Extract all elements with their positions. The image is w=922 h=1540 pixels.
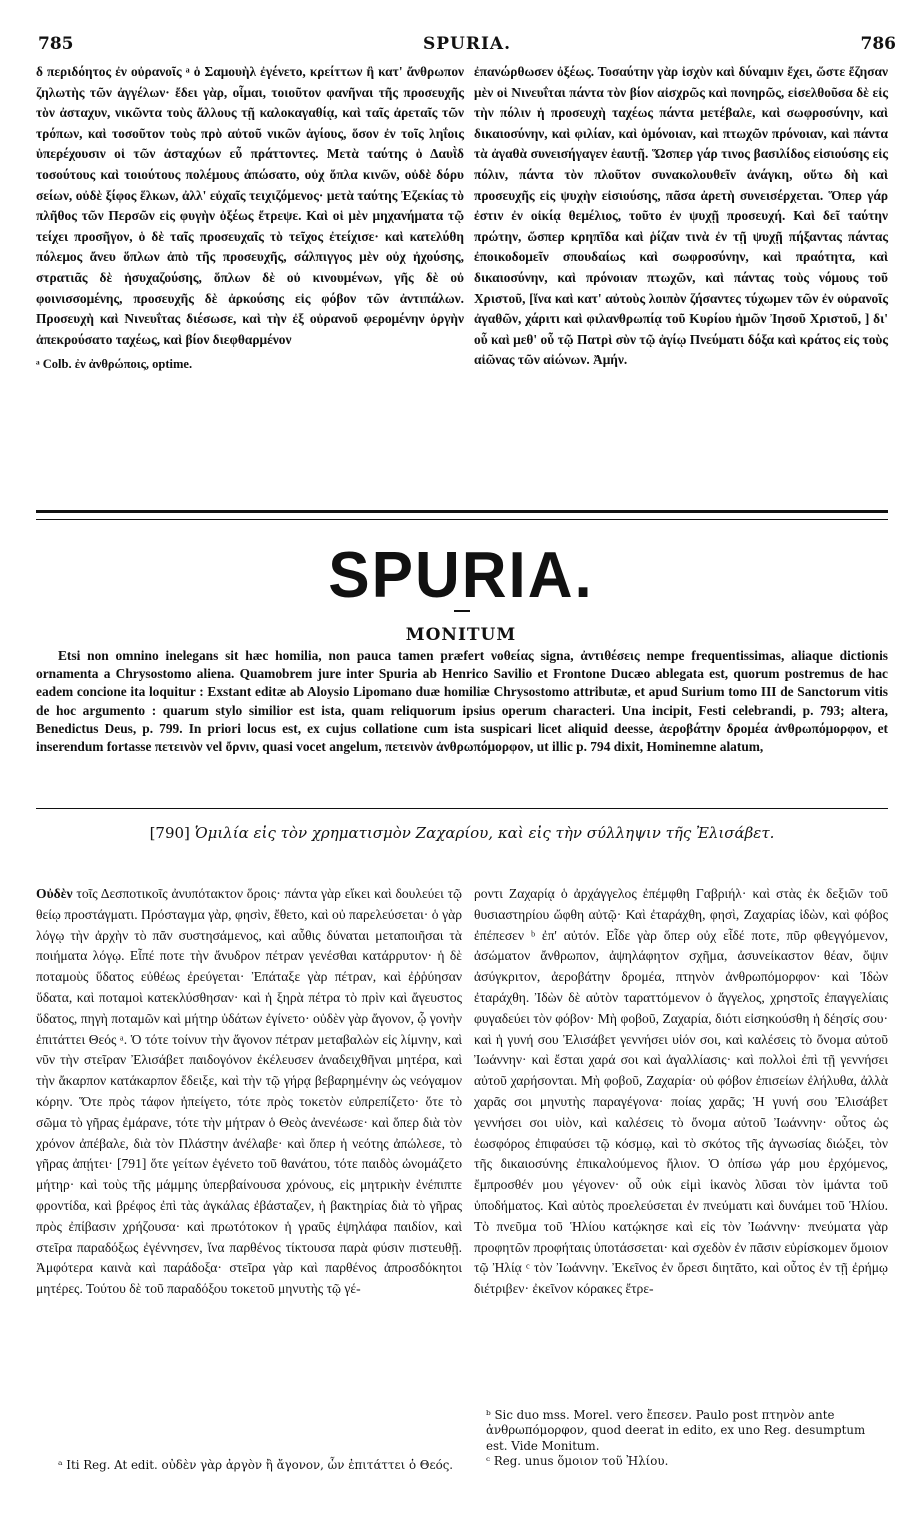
- section-divider: [36, 510, 888, 520]
- bottom-left-column: [36, 884, 462, 1300]
- page-number-left: 785: [38, 34, 74, 54]
- homily-title-text: Ὁμιλία εἰς τὸν χρηματισμὸν Ζαχαρίου, καὶ εἰς τὴν σύλληψιν τῆς Ἐλισάβετ.: [194, 824, 775, 842]
- running-header: [38, 34, 896, 58]
- monitum-paragraph: Etsi non omnino inelegans sit hæc homilia, non pauca tamen præfert νοθείας signa, ἀντιθέσεις nempe frequentissimas, aliaque dictionis ornamenta a Chrysostomo aliena. Quamobrem jure inter Spuria ab Henrico Savilio et Frontone Ducæo ablegata est, quorum postremus de hac eadem concione ita loquitur : Exstant editæ ab Aloysio Lipomano duæ homiliæ Chrysostomo attributæ, et apud Surium tomo III de Sanctorum vitis de hoc argumento : quarum stylo similior est ista, quam reliquorum ipsius operum characteri. Una incipit, Festi celebrandi, p. 793; altera, Benedictus Deus, p. 799. In priori locus est, ex cujus collatione cum ista suspicari licet aliquid deesse, ἀεροβάτην δρομέα ἀνθρωπόμορφον, et inserendum fortasse πετεινὸν vel ὄρνιν, quasi vocet angelum, πετεινὸν ἀνθρωπόμορφον, ut illic p. 794 dixit, Hominemne alatum,: [36, 648, 888, 755]
- bottom-left-paragraph: [36, 884, 462, 1300]
- top-right-column: [474, 62, 888, 371]
- top-left-column: [36, 62, 464, 375]
- top-left-paragraph: δ περιδόητος ἐν οὐρανοῖς ᵃ ὁ Σαμουὴλ ἐγένετο, κρείττων ἢ κατ' ἄνθρωπον ζηλωτὴς τῶν ἀγγέλων· ἔδει γὰρ, οἶμαι, τοιοῦτον φανῆναι τῆς προσευχῆς τὸν ἀσταχυν, νικῶντα τοὺς ἄλλους τῇ καλοκαγαθίᾳ, καὶ ταῖς ἀρεταῖς τῶν τρόπων, καὶ τοσοῦτον τοὺς πρὸ αὐτοῦ νικῶν ἁγίους, ὅσον ἐν τοῖς ληΐοις ὑπερέχουσιν οἱ τῶν ἀσταχύων εὖ πράττοντες. Μετὰ ταύτης ὁ Δαυῒδ τοσούτους καὶ τοιούτους πολέμους ἀπώσατο, οὐχ ὅπλα κινῶν, οὐδὲ δόρυ σείων, οὐδὲ ξίφος ἕλκων, ἀλλ' εὐχαῖς τειχιζόμενος· μετὰ ταύτης Ἐζεκίας τὸ πλῆθος τῶν Περσῶν εἰς φυγὴν ὀξέως ἔτρεψε. Καὶ οἱ μὲν μηχανήματα τῷ τείχει προσῆγον, ὁ δὲ ταῖς προσευχαῖς τὸ τεῖχος ἐτείχισε· καὶ κατελύθη πόλεμος ἄνευ ὅπλων ἀπὸ τῆς προσευχῆς, σάλπιγγος μὲν οὐχ ἠχούσης, στρατιᾶς δὲ ἡσυχαζούσης, ὅπλων δὲ οὐ κινουμένων, γῆς δὲ οὐ φοινισσομένης, προσευχῆς δὲ ἀρκούσης εἰς φόβον τῶν ἀντιπάλων. Προσευχὴ καὶ Νινευΐτας διέσωσε, καὶ τὴν ἐξ οὐρανοῦ φερομένην ὀργὴν ἀπεκρούσατο ταχέως, καὶ βίον διεφθαρμένον: [36, 64, 464, 347]
- bottom-right-column: [474, 884, 888, 1300]
- homily-number: [790]: [149, 824, 190, 842]
- bottom-right-footnotes: [486, 1408, 888, 1469]
- page-number-right: 786: [860, 34, 896, 54]
- monitum-heading: MONITUM: [405, 625, 517, 645]
- title-dash: [454, 610, 470, 612]
- monitum-divider: [36, 808, 888, 809]
- section-title: SPURIA.: [328, 539, 594, 612]
- footnote-a: ᵃ Iti Reg. At edit. οὐδὲν γὰρ ἀργὸν ἢ ἄγονον, ὧν ἐπιτάττει ὁ Θεός.: [58, 1458, 454, 1472]
- homily-title: [36, 824, 888, 842]
- bottom-left-body: τοῖς Δεσποτικοῖς ἀνυπότακτον ὅροις· πάντα γὰρ εἴκει καὶ δουλεύει τῷ θείῳ προστάγματι. Πρόσταγμα γὰρ, φησὶν, ἔθετο, καὶ οὐ παρελεύσεται· ὁ γὰρ λόγῳ τὴν ἀρχὴν τὸ πᾶν συστησάμενος, καὶ αὖθις δύναται μεταποιῆσαι τὰ ποιήματα λόγῳ. Εἶπέ ποτε τὴν ἄνυδρον πέτραν γενέσθαι κατάρρυτον· ἡ δὲ ποταμοὺς ὕδατος εὐθέως ἐρεύγεται· Ἐπάταξε γὰρ πέτραν, καὶ ἐῤῥύησαν ὕδατα, καὶ ποταμοὶ κατεκλύσθησαν· καὶ ἡ ξηρὰ πέτρα τὸ πρὶν καὶ ἄγευστος ὕδατος, πηγὴ ποταμῶν καὶ μήτηρ ὑδάτων ἐγίνετο· οὐδὲν γὰρ ἄγονον, ᾧ γονὴν ἐπιτάττει Θεός ᵃ. Ὁ τότε τοίνυν τὴν ἄγονον πέτραν μεταβαλὼν εἰς λίμνην, καὶ νῦν τὴν στεῖραν Ἐλισάβετ παιδογόνον ἐκέλευσεν ἀναδειχθῆναι μητέρα, καὶ τὴν ἄκαρπον κατάκαρπον ἔδειξε, καὶ τὴν τῷ γήρᾳ βεβαρημένην ὡς νεόγαμον κόρην. Ὅτε πρὸς τάφον ἠπείγετο, τότε πρὸς τοκετὸν εὐπρεπίζετο· ὅτε τὸ σῶμα τὸ γῆρας ἐμάρανε, τότε τὴν μήτραν ὁ Θεὸς ἀνενέωσε· καὶ ὅπερ διὰ τὸν χρόνον ἀπέβαλε, διὰ τὸν Πλάστην ἀνέλαβε· καὶ ὅπερ ἡ νεότης ἀπώλεσε, τὸ γῆρας ἀπῄτει· [791] ὅτε γείτων ἐγένετο τοῦ θανάτου, τότε παιδὸς ὠνομάζετο μήτηρ· καὶ τοὺς τῆς μάμμης ὑπερβαίνουσα χρόνους, εἰς μητρικὴν ἐνέπιπτε φροντίδα, καὶ βρέφος ἐπὶ τὰς ἀγκάλας ἐβάσταζεν, ἡ βακτηρίας διὰ τὸ γῆρας πρὸς ἐπίβασιν χρήζουσα· καὶ πρωτότοκον ἡ γραῦς ἐψηλάφα παιδίον, καὶ στεῖρα παραδόξως ἐγέννησεν, ἵνα παρθένος τίκτουσα παρὰ φύσιν πιστευθῇ. Ἀμφότερα καινὰ καὶ παράδοξα· στεῖρα γὰρ καὶ παρθένος ἀπροσδόκητοι μητέρες. Τούτου δὲ τοῦ παραδόξου τοκετοῦ μηνυτὴς τῷ γέ-: [36, 886, 462, 1297]
- opening-word: Οὐδὲν: [36, 886, 73, 901]
- footnote-c: ᶜ Reg. unus ὅμοιον τοῦ Ἠλίου.: [486, 1453, 669, 1468]
- footnote-b: ᵇ Sic duo mss. Morel. vero ἔπεσεν. Paulo post πτηνὸν ante ἀνθρωπόμορφον, quod deerat in edito, ex uno Reg. desumptum est. Vide Monitum.: [486, 1408, 866, 1453]
- top-left-footnote: ᵃ Colb. ἐν ἀνθρώποις, optime.: [36, 357, 193, 372]
- bottom-left-footnotes: [58, 1458, 462, 1473]
- monitum-block: [36, 647, 888, 756]
- bottom-right-paragraph: ροντι Ζαχαρίᾳ ὁ ἀρχάγγελος ἐπέμφθη Γαβριήλ· καὶ στὰς ἐκ δεξιῶν τοῦ θυσιαστηρίου ὤφθη αὐτῷ· Καὶ ἐταράχθη, φησὶ, Ζαχαρίας ἰδὼν, καὶ φόβος ἐπέπεσεν ᵇ ἐπ' αὐτόν. Εἶδε γὰρ ὅπερ οὐχ εἶδέ ποτε, πῦρ φθεγγόμενον, ἀσώματον ἄνθρωπον, ἀψηλάφητον σχῆμα, ἀσυνείκαστον θέαν, ὄψιν ἀσύγκριτον, ἀεροβάτην δρομέα, πτηνὸν ἀνθρωπόμορφον· καὶ Ἰδὼν ἐταράχθη. Ἰδὼν δὲ αὐτὸν ταραττόμενον ὁ ἄγγελος, χρηστοῖς ἐπαγγελίαις φυγαδεύει τὸν φόβον· Μὴ φοβοῦ, Ζαχαρία, διότι εἰσηκούσθη ἡ δέησίς σου· καὶ ἡ γυνή σου Ἐλισάβετ γεννήσει υἱόν σοι, καὶ καλέσεις τὸ ὄνομα αὐτοῦ Ἰωάννην· καὶ ἔσται χαρά σοι καὶ ἀγαλλίασις· καὶ πολλοὶ ἐπὶ τῇ γεννήσει αὐτοῦ χαρήσονται. Μὴ φοβοῦ, Ζαχαρία· οὐ φόβον ἐπισείων ἐλήλυθα, ἀλλὰ χαρᾶς σοι μηνυτὴς παραγέγονα· ποίας χαρᾶς; Ἡ γυνή σου Ἐλισάβετ γεννήσει σοι υἱὸν, καὶ καλέσεις τὸ ὄνομα αὐτοῦ Ἰωάννην· οὗτος ὡς ἑωσφόρος ἐπιφαύσει τῷ κόσμῳ, καὶ τὸ σκότος τῆς ἀγνωσίας διώξει, τὸν τῆς δικαιοσύνης ἐπικαλούμενος ἥλιον. Ὁ ὀπίσω γάρ μου ἐρχόμενος, ἔμπροσθέν μου γέγονεν· οὗ οὐκ εἰμὶ ἱκανὸς λῦσαι τὸν ἱμάντα τοῦ ὑποδήματος. Καὶ αὐτὸς προελεύσεται ἐν πνεύματι καὶ δυνάμει τοῦ Ἡλίου. Τὸ πνεῦμα τοῦ Ἡλίου κατῴκησε καὶ εἰς τὸν Ἰωάννην· πνεύματα γὰρ προφητῶν προφήταις ὑποτάσσεται· καὶ σχεδὸν ἐν πᾶσιν εὑρίσκομεν ὅμοιον τῷ Ἠλίᾳ ᶜ τὸν Ἰωάννην. Ἐκεῖνος ἐν ὄρεσι διητᾶτο, καὶ οὗτος ἐν τῇ ἐρήμῳ διέτριβεν· ἐκεῖνον κόρακες ἔτρε-: [474, 886, 888, 1297]
- running-title: SPURIA.: [422, 34, 512, 54]
- top-right-paragraph: ἐπανώρθωσεν ὀξέως. Τοσαύτην γὰρ ἰσχὺν καὶ δύναμιν ἔχει, ὥστε ἔζησαν μὲν οἱ Νινευΐται πάντα τὸν βίον αἰσχρῶς καὶ πονηρῶς, εἰσελθοῦσα δὲ εἰς τὴν πόλιν ἡ προσευχὴ ταχέως πάντα μετέβαλε, καὶ σωφροσύνην, καὶ δικαιοσύνην, καὶ φιλίαν, καὶ ὁμόνοιαν, καὶ πτωχῶν πρόνοιαν, καὶ πάντα τὰ ἀγαθὰ συνεισήγαγεν ἑαυτῇ. Ὥσπερ γάρ τινος βασιλίδος εἰσιούσης εἰς πόλιν, πάντα τὸν πλοῦτον συνακολουθεῖν ἀνάγκη, οὕτω δὴ καὶ προσευχῆς εἰς ψυχὴν εἰσιούσης, πᾶσα ἀρετὴ συνεισέρχεται. Ὅπερ γάρ ἐστιν ἐν οἰκίᾳ θεμέλιος, τοῦτο ἐν ψυχῇ προσευχή. Καὶ δεῖ ταύτην πρώτην, ὥσπερ κρηπῖδα καὶ ῥίζαν τινὰ ἐν τῇ ψυχῇ πήξαντας πάντας ἐποικοδομεῖν σπουδαίως καὶ σωφροσύνην, καὶ πραότητα, καὶ δικαιοσύνην, καὶ πρόνοιαν πτωχῶν, καὶ πάντας τοὺς νόμους τοῦ Χριστοῦ, [ἵνα καὶ κατ' αὐτοὺς λοιπὸν ζήσαντες τύχωμεν τῶν ἐν οὐρανοῖς ἀγαθῶν, χάριτι καὶ φιλανθρωπίᾳ τοῦ Κυρίου ἡμῶν Ἰησοῦ Χριστοῦ, ] δι' οὗ καὶ μεθ' οὗ τῷ Πατρὶ σὺν τῷ ἁγίῳ Πνεύματι δόξα καὶ κράτος εἰς τοὺς αἰῶνας τῶν αἰώνων. Ἀμήν.: [474, 64, 888, 368]
